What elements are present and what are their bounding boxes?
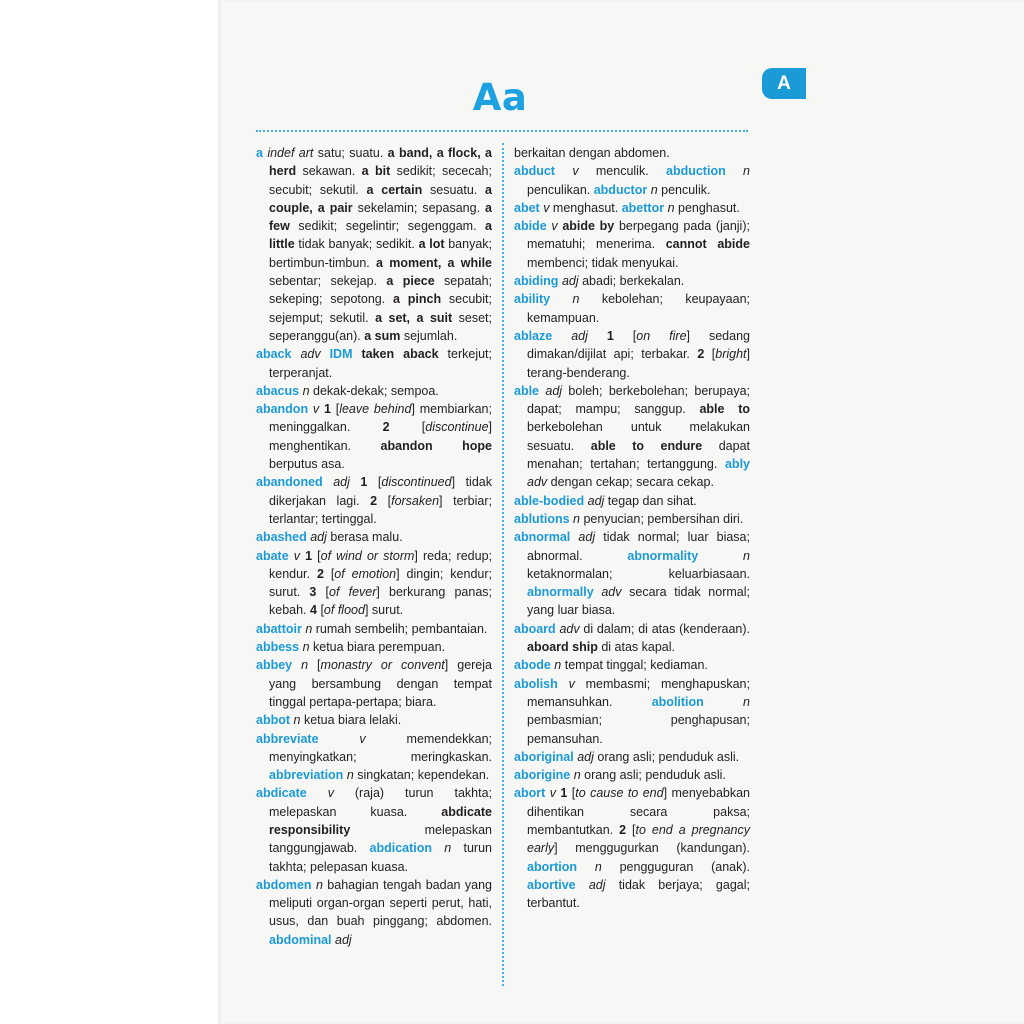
dictionary-entry xyxy=(256,876,492,949)
part-of-speech: adj xyxy=(545,383,563,398)
definition-text: menculik. xyxy=(578,164,666,179)
phrase: 2 xyxy=(697,347,705,362)
definition-text: tidak berjaya; gagal; terbantut. xyxy=(527,877,750,911)
definition-text: [ xyxy=(316,603,324,618)
part-of-speech: n xyxy=(667,200,675,215)
dictionary-entry xyxy=(514,272,750,290)
headword: ability xyxy=(514,292,551,307)
definition-text: pembasmian; penghapusan; pemansuhan. xyxy=(527,713,750,746)
headword: abide xyxy=(514,219,547,234)
sub-headword: abolition xyxy=(651,694,704,709)
part-of-speech: n xyxy=(444,841,452,856)
dictionary-entry xyxy=(256,345,492,382)
headword: abbess xyxy=(256,640,300,655)
sub-headword: abortion xyxy=(527,859,577,874)
gloss: monastry or convent xyxy=(320,658,445,673)
definition-text: penculik. xyxy=(657,182,711,197)
definition-text: tegap dan sihat. xyxy=(604,493,697,508)
phrase: a sum xyxy=(364,328,401,343)
part-of-speech: adj xyxy=(578,530,596,545)
headword: ablaze xyxy=(514,328,553,343)
definition-text: ] menghentikan. xyxy=(269,420,493,453)
definition-text xyxy=(704,695,743,709)
definition-text: membenci; tidak menyukai. xyxy=(527,255,679,270)
part-of-speech: n xyxy=(743,164,750,179)
dictionary-entry xyxy=(514,510,750,528)
phrase: a certain xyxy=(366,182,423,197)
dictionary-entry xyxy=(256,473,492,528)
headword: able xyxy=(514,383,540,398)
definition-text: ] berkurang panas; kebah. xyxy=(269,585,492,618)
gloss: leave behind xyxy=(339,402,412,417)
part-of-speech: n xyxy=(743,548,750,563)
part-of-speech: v xyxy=(293,548,300,563)
definition-text: boleh; berkebolehan; berupaya; dapat; mampu; sanggup. xyxy=(527,383,750,417)
headword: abate xyxy=(256,548,289,563)
definition-text: tempat tinggal; kediaman. xyxy=(561,658,708,673)
phrase: a piece xyxy=(386,274,435,289)
gloss: discontinue xyxy=(425,420,489,435)
sub-headword: abbreviation xyxy=(269,768,344,783)
dictionary-entry xyxy=(514,766,750,784)
definition-text: [ xyxy=(367,475,382,490)
gloss: forsaken xyxy=(391,493,440,508)
phrase: a moment, a while xyxy=(376,255,492,270)
part-of-speech: adj xyxy=(571,328,588,343)
headword: aback xyxy=(256,347,292,362)
definition-text: berputus asa. xyxy=(269,457,345,472)
part-of-speech: v xyxy=(551,219,558,234)
definition-text xyxy=(726,164,743,178)
definition-text: orang asli; penduduk asli. xyxy=(580,768,726,783)
definition-text xyxy=(350,475,361,489)
definition-text: ] gereja yang bersambung dengan tempat tinggal pertapa-pertapa; biara. xyxy=(269,658,492,709)
definition-text: ] membiarkan; meninggalkan. xyxy=(269,402,492,435)
phrase: 2 xyxy=(619,822,627,837)
phrase: a little xyxy=(269,219,492,252)
definition-text: melepaskan tanggungjawab. xyxy=(269,822,492,856)
phrase: a couple, a pair xyxy=(269,182,492,215)
phrase: able to xyxy=(699,402,750,417)
definition-text: penyucian; pembersihan diri. xyxy=(580,511,744,526)
dictionary-entry xyxy=(514,290,750,327)
definition-text: sejumlah. xyxy=(400,328,458,343)
phrase: aboard ship xyxy=(527,640,598,655)
phrase: a band, a flock, a herd xyxy=(269,146,492,179)
definition-text: secara tidak normal; yang luar biasa. xyxy=(527,585,750,618)
part-of-speech: n xyxy=(346,768,354,783)
headword: abbot xyxy=(256,713,291,728)
part-of-speech: n xyxy=(302,640,310,655)
definition-text: sesuatu. xyxy=(422,182,486,197)
dictionary-entry xyxy=(256,711,492,729)
headword: abashed xyxy=(256,530,307,545)
definition-text: penculikan. xyxy=(527,182,594,197)
part-of-speech: v xyxy=(549,786,556,801)
definition-text: [ xyxy=(626,822,636,837)
entries-column-left xyxy=(256,144,492,949)
part-of-speech: n xyxy=(305,621,313,636)
phrase: a bit xyxy=(361,164,391,179)
definition-text: secubit; sejemput; sekutil. xyxy=(269,292,492,325)
dictionary-entry xyxy=(514,675,750,748)
definition-text: kebolehan; keupayaan; kemampuan. xyxy=(527,292,750,325)
phrase: 1 xyxy=(305,548,313,563)
dictionary-entry xyxy=(514,382,750,492)
part-of-speech: n xyxy=(315,877,323,892)
definition-text: sekawan. xyxy=(296,164,362,179)
page-letter-title: Aa xyxy=(472,76,528,119)
sub-headword: abettor xyxy=(621,200,665,215)
part-of-speech: adv xyxy=(601,585,622,600)
phrase: a few xyxy=(269,200,492,234)
part-of-speech: v xyxy=(312,402,320,417)
headword: abbreviate xyxy=(256,731,319,746)
part-of-speech: n xyxy=(293,713,301,728)
definition-text: abadi; berkekalan. xyxy=(578,274,685,289)
part-of-speech: n xyxy=(650,182,658,197)
definition-text: [ xyxy=(312,548,321,563)
dictionary-entry xyxy=(514,327,750,382)
definition-text: (raja) turun takhta; melepaskan kuasa. xyxy=(269,786,492,819)
definition-text: [ xyxy=(704,347,716,362)
part-of-speech: n xyxy=(743,694,750,709)
part-of-speech: n xyxy=(302,383,310,398)
definition-text: [ xyxy=(389,420,426,435)
part-of-speech: adv xyxy=(300,347,321,362)
headword: abduct xyxy=(514,164,555,179)
definition-text: [ xyxy=(316,585,330,600)
dictionary-entry xyxy=(256,528,492,546)
dictionary-entry xyxy=(256,382,492,400)
definition-text: sebentar; sekejap. xyxy=(269,274,387,289)
definition-text: rumah sembelih; pembantaian. xyxy=(312,621,488,636)
definition-text xyxy=(577,860,595,874)
phrase: 4 xyxy=(310,603,317,618)
definition-text: singkatan; kependekan. xyxy=(353,768,490,783)
sub-headword: abdominal xyxy=(269,932,332,947)
headword: abandon xyxy=(256,402,309,417)
entries-column-right xyxy=(514,144,750,912)
sub-headword: abnormality xyxy=(627,548,699,563)
headword: aboard xyxy=(514,621,556,636)
definition-text: dapat menahan; tertahan; tertanggung. xyxy=(527,438,750,472)
definition-text xyxy=(576,878,589,892)
headword: abiding xyxy=(514,274,559,289)
headword: abattoir xyxy=(256,621,302,636)
letter-tab: A xyxy=(762,68,806,99)
headword: abode xyxy=(514,658,551,673)
definition-text: ketua biara lelaki. xyxy=(300,713,402,728)
headword: abbey xyxy=(256,658,293,673)
part-of-speech: adj xyxy=(561,274,579,289)
headword: abandoned xyxy=(256,475,323,490)
definition-text: membasmi; menghapuskan; memansuhkan. xyxy=(527,676,750,709)
gloss: to end a pregnancy early xyxy=(527,822,750,856)
dictionary-entry xyxy=(514,656,750,674)
definition-text: berasa malu. xyxy=(326,530,403,545)
part-of-speech: adj xyxy=(588,877,606,892)
definition-text: banyak; bertimbun-timbun. xyxy=(269,237,492,270)
gloss: of fever xyxy=(329,585,377,600)
definition-text: penghasut. xyxy=(674,200,740,215)
dictionary-entry xyxy=(514,620,750,657)
phrase: able to endure xyxy=(590,438,703,453)
sub-headword: abortive xyxy=(527,877,576,892)
sub-headword: ably xyxy=(724,457,750,472)
phrase: a pinch xyxy=(393,292,442,307)
definition-text: tidak banyak; sedikit. xyxy=(294,237,419,252)
definition-text: berkaitan dengan abdomen. xyxy=(514,146,670,160)
definition-text: [ xyxy=(567,786,576,801)
definition-text: orang asli; penduduk asli. xyxy=(593,749,740,764)
dictionary-page xyxy=(218,0,1024,1024)
phrase: 1 xyxy=(560,786,568,801)
definition-text: bahagian tengah badan yang meliputi organ-organ seperti perut, hati, usus, dan buah pinggang; abdomen. xyxy=(269,877,492,929)
phrase: 2 xyxy=(316,566,324,581)
column-dotted-divider xyxy=(502,143,504,986)
definition-text: ] sedang dimakan/dijilat api; terbakar. xyxy=(527,328,750,362)
idiom-marker: IDM xyxy=(329,347,353,362)
definition-text: [ xyxy=(323,566,335,581)
gloss: to cause to end xyxy=(575,786,664,801)
top-dotted-divider xyxy=(256,130,748,132)
headword: ablutions xyxy=(514,511,570,526)
gloss: of flood xyxy=(323,603,365,618)
part-of-speech: adv xyxy=(559,621,580,636)
definition-text: ] terbiar; terlantar; tertinggal. xyxy=(269,493,493,526)
definition-text: [ xyxy=(613,328,637,343)
dictionary-entry xyxy=(514,748,750,766)
phrase: a lot xyxy=(418,237,445,252)
definition-text xyxy=(698,549,743,563)
definition-text: sedikit; segelintir; segenggam. xyxy=(289,219,486,234)
gloss: on fire xyxy=(636,328,687,343)
definition-text xyxy=(321,347,330,361)
headword: abdicate xyxy=(256,786,307,801)
dictionary-entry xyxy=(514,492,750,510)
phrase: cannot abide xyxy=(665,237,750,252)
dictionary-entry xyxy=(256,547,492,620)
phrase: 3 xyxy=(309,585,317,600)
definition-text: sepatah; sekeping; sepotong. xyxy=(269,274,493,307)
headword: abolish xyxy=(514,676,558,691)
definition-text: satu; suatu. xyxy=(313,146,388,160)
sub-headword: abduction xyxy=(666,164,726,179)
definition-text: di atas kapal. xyxy=(597,640,675,655)
definition-text: ketua biara perempuan. xyxy=(309,640,446,655)
part-of-speech: v xyxy=(543,200,550,215)
definition-text: ] dingin; kendur; surut. xyxy=(269,566,492,600)
phrase: abandon hope xyxy=(380,438,492,453)
definition-text: tidak normal; luar biasa; abnormal. xyxy=(527,530,750,563)
definition-text: sedikit; sececah; secubit; sekutil. xyxy=(269,164,492,197)
sub-headword: abdication xyxy=(369,841,433,856)
definition-text: ] tidak dikerjakan lagi. xyxy=(269,475,492,508)
dictionary-entry xyxy=(256,656,492,711)
dictionary-entry xyxy=(256,144,492,345)
part-of-speech: n xyxy=(554,658,562,673)
dictionary-entry xyxy=(514,217,750,272)
headword: abacus xyxy=(256,383,300,398)
definition-text: ketaknormalan; keluarbiasaan. xyxy=(527,566,750,581)
sub-headword: abnormally xyxy=(527,585,594,600)
part-of-speech: adv xyxy=(527,475,548,490)
definition-text: [ xyxy=(308,658,321,673)
part-of-speech: adj xyxy=(577,749,594,764)
dictionary-entry xyxy=(514,784,750,912)
dictionary-entry xyxy=(514,528,750,619)
definition-text: terkejut; terperanjat. xyxy=(269,347,492,380)
part-of-speech: n xyxy=(572,292,580,307)
part-of-speech: n xyxy=(594,859,602,874)
phrase: 1 xyxy=(606,328,614,343)
part-of-speech: v xyxy=(359,731,366,746)
sub-headword: abductor xyxy=(593,182,648,197)
phrase: 1 xyxy=(323,402,331,417)
definition-text: berkebolehan untuk melakukan sesuatu. xyxy=(527,420,750,453)
definition-text: di dalam; di atas (kenderaan). xyxy=(579,621,750,636)
definition-text: pengguguran (anak). xyxy=(601,859,750,874)
part-of-speech: indef art xyxy=(267,146,314,160)
definition-text: berpegang pada (janji); mematuhi; menerima. xyxy=(527,219,750,252)
headword: abet xyxy=(514,200,540,215)
part-of-speech: v xyxy=(568,676,575,691)
definition-text: menghasut. xyxy=(549,200,622,215)
part-of-speech: n xyxy=(573,511,580,526)
part-of-speech: adj xyxy=(333,475,350,490)
part-of-speech: adj xyxy=(310,530,327,545)
background-left xyxy=(0,0,218,1024)
dictionary-entry xyxy=(256,784,492,875)
part-of-speech: v xyxy=(327,786,334,801)
part-of-speech: v xyxy=(572,164,579,179)
definition-text: dengan cekap; secara cekap. xyxy=(547,475,714,490)
part-of-speech: n xyxy=(573,768,581,783)
definition-text: turun takhta; pelepasan kuasa. xyxy=(269,841,492,874)
dictionary-entry xyxy=(514,162,750,199)
dictionary-entry xyxy=(256,730,492,785)
definition-text: ] menggugurkan (kandungan). xyxy=(554,841,750,856)
definition-text: [ xyxy=(377,493,392,508)
phrase: taken aback xyxy=(361,347,439,362)
definition-text xyxy=(432,841,444,855)
phrase: 2 xyxy=(382,420,390,435)
definition-text: ] terang-benderang. xyxy=(527,347,751,380)
definition-text: ] surut. xyxy=(364,603,404,618)
headword: aboriginal xyxy=(514,749,574,764)
part-of-speech: adj xyxy=(587,493,605,508)
headword: a xyxy=(256,146,263,160)
phrase: abdicate responsibility xyxy=(269,804,492,837)
dictionary-entry xyxy=(256,400,492,473)
definition-text xyxy=(588,329,607,343)
definition-text: seset; seperanggu(an). xyxy=(269,310,492,343)
phrase: a set, a suit xyxy=(375,310,453,325)
gloss: of emotion xyxy=(334,566,397,581)
gloss: discontinued xyxy=(381,475,452,490)
definition-text: sekelamin; sepasang. xyxy=(352,200,486,215)
headword: abort xyxy=(514,786,546,801)
definition-text: [ xyxy=(330,402,340,417)
headword: abdomen xyxy=(256,877,312,892)
headword: abnormal xyxy=(514,530,571,545)
dictionary-entry xyxy=(514,199,750,217)
definition-text: dekak-dekak; sempoa. xyxy=(309,383,439,398)
definition-text: ] menyebabkan dihentikan secara paksa; membantutkan. xyxy=(527,786,751,837)
dictionary-entry xyxy=(256,638,492,656)
part-of-speech: n xyxy=(301,658,309,673)
phrase: abide by xyxy=(562,219,615,234)
dictionary-entry xyxy=(256,620,492,638)
headword: able-bodied xyxy=(514,493,585,508)
dictionary-entry xyxy=(514,144,750,162)
definition-text: ] reda; redup; kendur. xyxy=(269,548,492,581)
part-of-speech: adj xyxy=(335,932,352,947)
gloss: bright xyxy=(715,347,747,362)
phrase: 1 xyxy=(360,475,368,490)
definition-text: memendekkan; menyingkatkan; meringkaskan. xyxy=(269,731,492,764)
phrase: 2 xyxy=(370,493,378,508)
headword: aborigine xyxy=(514,768,571,783)
gloss: of wind or storm xyxy=(320,548,415,563)
